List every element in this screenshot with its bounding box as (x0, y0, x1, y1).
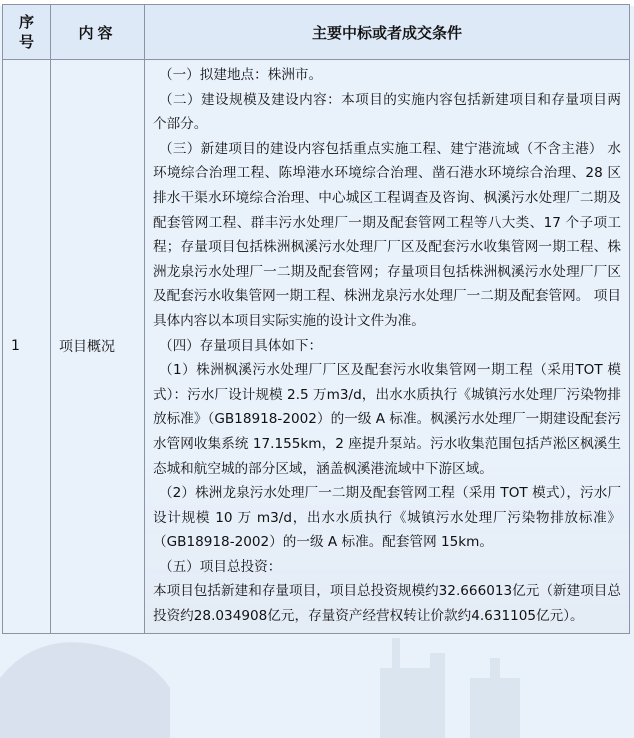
header-serial-number-label: 序 号 (18, 13, 34, 51)
row-serial-number: 1 (3, 60, 51, 634)
table-row (3, 60, 630, 634)
paragraph-investment-heading: （五）项目总投资： (159, 558, 282, 575)
paragraph-investment-total: 本项目包括新建和存量项目，项目总投资规模约32.666013亿元（新建项目总投资约28.034908亿元，存量资产经营权转让价款约4.631105亿元）。 (153, 583, 621, 625)
paragraph-scale: （二）建设规模及建设内容：本项目的实施内容包括新建项目和存量项目两个部分。 (153, 91, 621, 133)
header-row (3, 5, 630, 60)
header-winning-conditions: 主要中标或者成交条件 (145, 5, 630, 60)
project-overview-text (145, 60, 630, 634)
paragraph-fengxi-plant: （1）株洲枫溪污水处理厂厂区及配套污水收集管网一期工程（采用TOT 模式）：污水厂设计规模 2.5 万m3/d，出水水质执行《城镇污水处理厂污染物排放标准》（GB18918-2002）的一级 A 标准。枫溪污水处理厂一期建设配套污水管网收集系统 17.155km，2 座提升泵站。污水收集范围包括芦淞区枫溪生态城和航空城的部分区域，涵盖枫溪港流域中下游区域。 (153, 362, 621, 477)
header-serial-number (3, 5, 51, 60)
paragraph-existing-projects-heading: （四）存量项目具体如下： (159, 337, 323, 354)
paragraph-location: （一）拟建地点：株洲市。 (159, 67, 323, 83)
paragraph-longquan-plant: （2）株洲龙泉污水处理厂一二期及配套管网工程（采用 TOT 模式），污水厂设计规模 10 万 m3/d，出水水质执行《城镇污水处理厂污染物排放标准》（GB18918-2002）的一级 A 标准。配套管网 15km。 (153, 485, 621, 551)
row-item-name: 项目概况 (51, 60, 145, 634)
header-content: 内容 (51, 5, 145, 60)
paragraph-new-projects: （三）新建项目的建设内容包括重点实施工程、建宁港流域（不含主港） 水环境综合治理工程、陈埠港水环境综合治理、凿石港水环境综合治理、28 区排水干渠水环境综合治理、中心城区工程调查及咨询、枫溪污水处理厂二期及配套管网工程、群丰污水处理厂一期及配套管网工程等八大类、17 个子项工程；存量项目包括株洲枫溪污水处理厂厂区及配套污水收集管网一期工程、株洲龙泉污水处理厂一二期及配套管网；存量项目包括株洲枫溪污水处理厂厂区及配套污水收集管网一期工程、株洲龙泉污水处理厂一二期及配套管网。 项目具体内容以本项目实际实施的设计文件为准。 (153, 140, 621, 329)
project-table (2, 4, 630, 634)
